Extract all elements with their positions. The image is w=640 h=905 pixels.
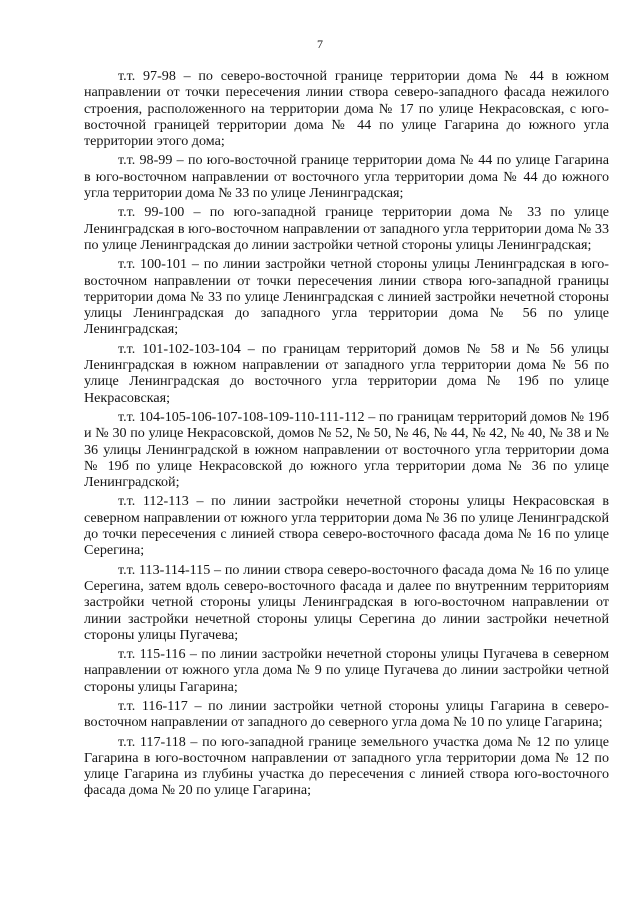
paragraph-100-101: т.т. 100-101 – по линии застройки четной стороны улицы Ленинградская в юго-восточном направлении от точки пересечения линии створа юго-западной границы территории дома № 33 по улице Ленинградская с линией застройки нечетной стороны улицы Ленинградская до западного угла территории дома № 56 по улице Ленинградская; xyxy=(84,256,609,338)
paragraph-97-98: т.т. 97-98 – по северо-восточной границе территории дома № 44 в южном направлении от точки пересечения линии створа северо-западного фасада нежилого строения, расположенного на территории дома № 17 по улице Некрасовская, с юго-восточной границей территории дома № 44 по улице Гагарина до южного угла территории этого дома; xyxy=(84,68,609,150)
paragraph-117-118: т.т. 117-118 – по юго-западной границе земельного участка дома № 12 по улице Гагарина в юго-восточном направлении от западного угла территории дома № 12 по улице Гагарина из глубины участка до пересечения с линией створа юго-восточного фасада дома № 20 по улице Гагарина; xyxy=(84,733,609,799)
paragraph-116-117: т.т. 116-117 – по линии застройки четной стороны улицы Гагарина в северо-восточном направлении от западного до северного угла дома № 10 по улице Гагарина; xyxy=(84,697,609,731)
paragraph-113-115: т.т. 113-114-115 – по линии створа северо-восточного фасада дома № 16 по улице Серегина, затем вдоль северо-восточного фасада и далее по внутренним территориям застройки четной стороны улицы Ленинградская в юго-восточном направлении от линии застройки нечетной стороны улицы Серегина до линии застройки нечетной стороны улицы Пугачева; xyxy=(84,561,609,643)
paragraph-112-113: т.т. 112-113 – по линии застройки нечетной стороны улицы Некрасовская в северном направлении от южного угла территории дома № 36 по улице Ленинградской до точки пересечения с линией створа северо-восточного фасада дома № 16 по улице Серегина; xyxy=(84,493,609,559)
document-body xyxy=(84,68,609,802)
paragraph-98-99: т.т. 98-99 – по юго-восточной границе территории дома № 44 по улице Гагарина в юго-восточном направлении от восточного угла территории дома № 44 до южного угла территории дома № 33 по улице Ленинградская; xyxy=(84,152,609,202)
paragraph-99-100: т.т. 99-100 – по юго-западной границе территории дома № 33 по улице Ленинградская в юго-восточном направлении от западного угла территории дома № 33 по улице Ленинградская до линии застройки четной стороны улицы Ленинградская; xyxy=(84,204,609,253)
paragraph-115-116: т.т. 115-116 – по линии застройки нечетной стороны улицы Пугачева в северном направлении от южного угла дома № 9 по улице Пугачева до линии застройки четной стороны улицы Гагарина; xyxy=(84,646,609,695)
paragraph-104-112: т.т. 104-105-106-107-108-109-110-111-112 – по границам территорий домов № 19б и № 30 по улице Некрасовской, домов № 52, № 50, № 46, № 44, № 42, № 40, № 38 и № 36 улицы Ленинградской в южном направлении от восточного угла территории дома № 19б по улице Некрасовской до южного угла территории дома № 36 по улице Ленинградской; xyxy=(84,408,609,491)
paragraph-101-104: т.т. 101-102-103-104 – по границам территорий домов № 58 и № 56 улицы Ленинградская в южном направлении от западного угла территории дома № 56 по улице Ленинградская до восточного угла территории дома № 19б по улице Некрасовская; xyxy=(84,340,609,406)
page-number: 7 xyxy=(317,37,323,51)
